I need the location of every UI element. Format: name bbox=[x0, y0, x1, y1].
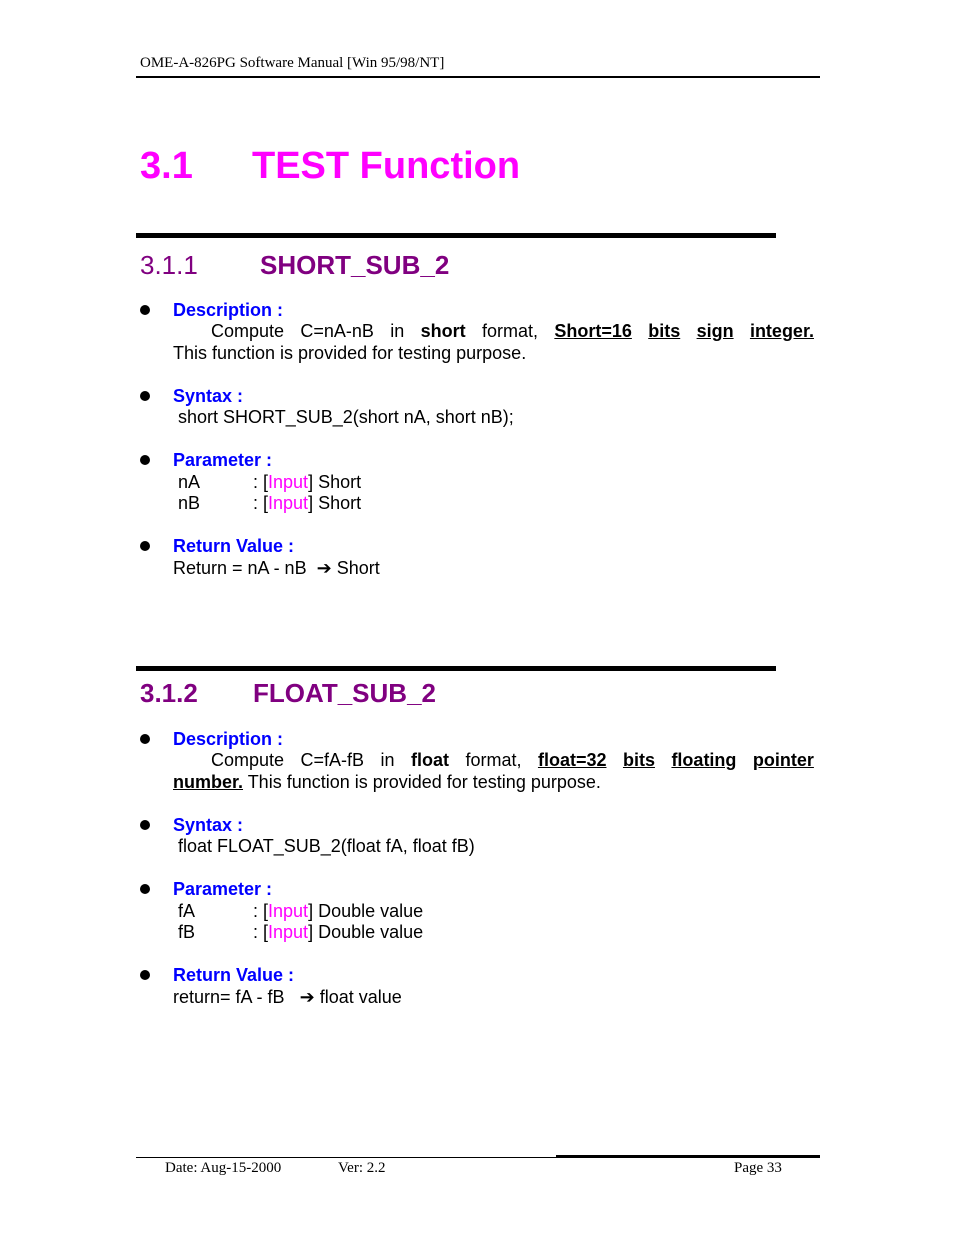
bullet-icon bbox=[140, 455, 150, 465]
chapter-name: TEST Function bbox=[252, 145, 521, 187]
param-name: fB bbox=[178, 922, 196, 942]
bullet-icon bbox=[140, 734, 150, 744]
description-text: This function is provided for testing purpose. bbox=[173, 343, 527, 363]
section-title bbox=[140, 250, 449, 281]
section-divider bbox=[136, 233, 776, 238]
section-name: SHORT_SUB_2 bbox=[260, 250, 450, 280]
return-text: Return = nA - nB ➔ Short bbox=[173, 558, 380, 578]
bullet-icon bbox=[140, 391, 150, 401]
section-divider bbox=[136, 666, 776, 671]
bullet-icon bbox=[140, 970, 150, 980]
return-label: Return Value : bbox=[173, 536, 295, 556]
param-desc: : [Input] Double value bbox=[253, 901, 424, 921]
syntax-text: float FLOAT_SUB_2(float fA, float fB) bbox=[178, 836, 475, 856]
syntax-label: Syntax : bbox=[173, 386, 244, 406]
section-name: FLOAT_SUB_2 bbox=[253, 678, 436, 708]
chapter-title bbox=[140, 145, 520, 188]
bullet-icon bbox=[140, 820, 150, 830]
section-title bbox=[140, 678, 436, 709]
section-number: 3.1.2 bbox=[140, 678, 198, 708]
param-desc: : [Input] Double value bbox=[253, 922, 424, 942]
parameter-label: Parameter : bbox=[173, 879, 273, 899]
return-text: return= fA - fB ➔ float value bbox=[173, 987, 402, 1007]
param-name: nA bbox=[178, 472, 201, 492]
description-label: Description : bbox=[173, 729, 284, 749]
header-divider bbox=[136, 76, 820, 78]
arrow-right-icon: ➔ bbox=[316, 558, 332, 578]
chapter-number: 3.1 bbox=[140, 145, 193, 187]
footer-page-number: Page 33 bbox=[734, 1160, 782, 1176]
footer-date: Date: Aug-15-2000 bbox=[165, 1160, 282, 1176]
bullet-icon bbox=[140, 541, 150, 551]
param-name: nB bbox=[178, 493, 201, 513]
arrow-right-icon: ➔ bbox=[299, 987, 315, 1007]
param-desc: : [Input] Short bbox=[253, 493, 362, 513]
description-text: number. This function is provided for testing purpose. bbox=[173, 772, 601, 792]
footer-divider bbox=[136, 1157, 556, 1158]
description-label: Description : bbox=[173, 300, 284, 320]
page-header: OME-A-826PG Software Manual [Win 95/98/NT] bbox=[140, 55, 445, 71]
description-line: Compute C=fA-fB in float format, float=32 bits floating pointer bbox=[211, 750, 814, 770]
section-number: 3.1.1 bbox=[140, 250, 198, 280]
footer-divider-thick bbox=[556, 1155, 820, 1158]
syntax-text: short SHORT_SUB_2(short nA, short nB); bbox=[178, 407, 514, 427]
description-line: Compute C=nA-nB in short format, Short=16 bits sign integer. bbox=[211, 321, 814, 341]
param-desc: : [Input] Short bbox=[253, 472, 362, 492]
parameter-label: Parameter : bbox=[173, 450, 273, 470]
param-name: fA bbox=[178, 901, 196, 921]
bullet-icon bbox=[140, 884, 150, 894]
bullet-icon bbox=[140, 305, 150, 315]
return-label: Return Value : bbox=[173, 965, 295, 985]
footer-version: Ver: 2.2 bbox=[338, 1160, 386, 1176]
syntax-label: Syntax : bbox=[173, 815, 244, 835]
